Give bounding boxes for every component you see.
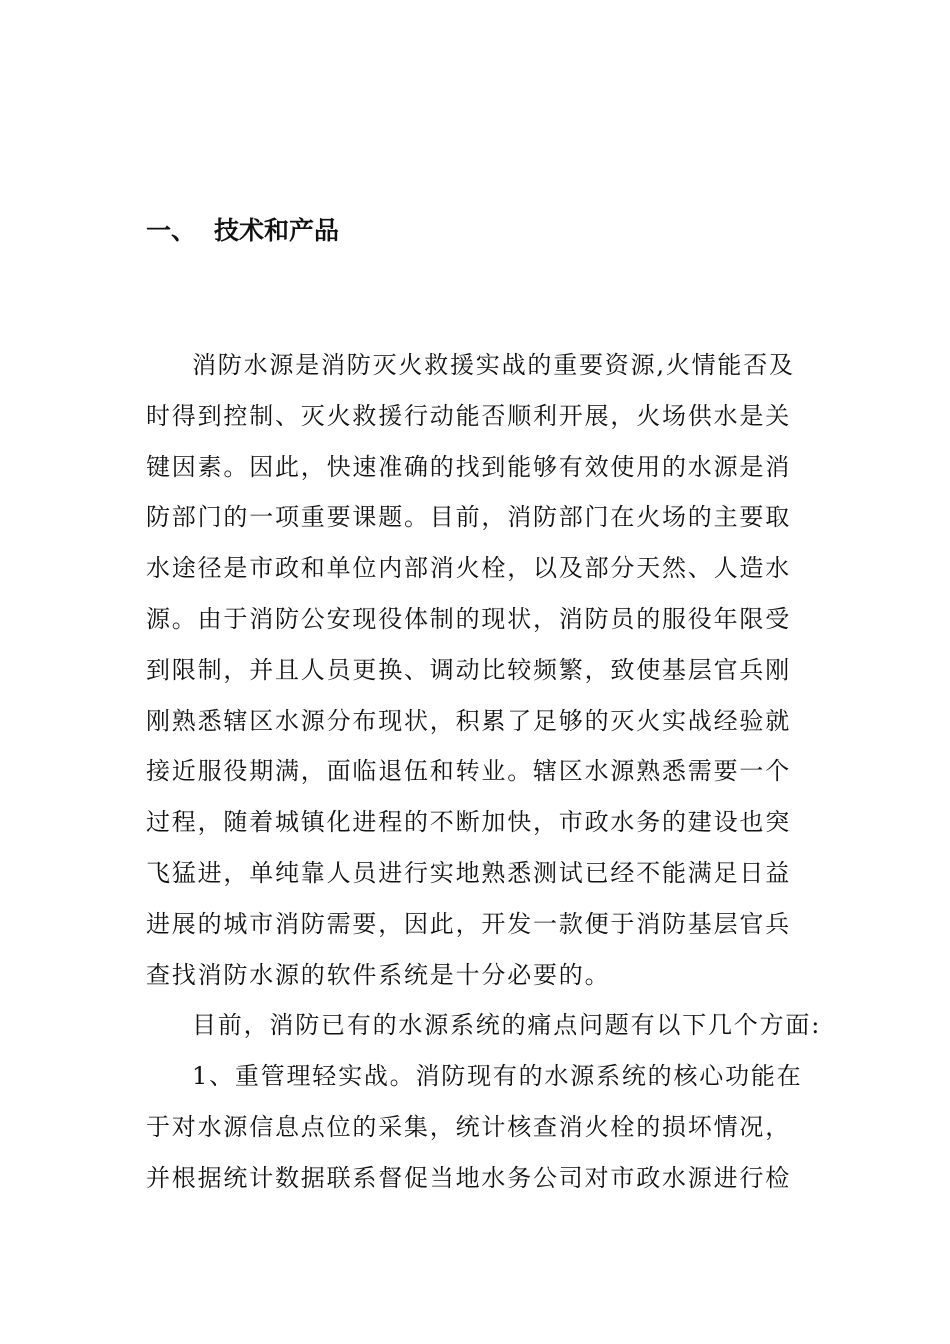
paragraph-1-line: 水途径是市政和单位内部消火栓，以及部分天然、人造水 bbox=[146, 554, 791, 583]
paragraph-3-line: 1、重管理轻实战。消防现有的水源系统的核心功能在 bbox=[192, 1062, 803, 1091]
paragraph-2-line: 目前，消防已有的水源系统的痛点问题有以下几个方面: bbox=[192, 1011, 822, 1040]
paragraph-1-line: 刚熟悉辖区水源分布现状，积累了足够的灭火实战经验就 bbox=[146, 706, 791, 735]
section-title: 技术和产品 bbox=[214, 216, 340, 245]
section-number: 一、 bbox=[146, 216, 197, 245]
paragraph-3-line: 并根据统计数据联系督促当地水务公司对市政水源进行检 bbox=[146, 1163, 791, 1192]
paragraph-1-line: 时得到控制、灭火救援行动能否顺利开展，火场供水是关 bbox=[146, 401, 791, 430]
paragraph-1-line: 源。由于消防公安现役体制的现状，消防员的服役年限受 bbox=[146, 604, 791, 633]
paragraph-1-line: 接近服役期满，面临退伍和转业。辖区水源熟悉需要一个 bbox=[146, 757, 791, 786]
paragraph-1-line: 查找消防水源的软件系统是十分必要的。 bbox=[146, 960, 611, 989]
paragraph-1-line: 过程，随着城镇化进程的不断加快，市政水务的建设也突 bbox=[146, 808, 791, 837]
section-heading bbox=[146, 214, 339, 248]
paragraph-1-line: 飞猛进，单纯靠人员进行实地熟悉测试已经不能满足日益 bbox=[146, 858, 791, 887]
paragraph-3-line: 于对水源信息点位的采集，统计核查消火栓的损坏情况， bbox=[146, 1112, 791, 1141]
paragraph-1-line: 防部门的一项重要课题。目前，消防部门在火场的主要取 bbox=[146, 503, 791, 532]
paragraph-1-line: 进展的城市消防需要，因此，开发一款便于消防基层官兵 bbox=[146, 909, 791, 938]
paragraph-1-line: 消防水源是消防灭火救援实战的重要资源,火情能否及 bbox=[192, 351, 795, 379]
paragraph-1-line: 键因素。因此，快速准确的找到能够有效使用的水源是消 bbox=[146, 452, 791, 481]
body-text bbox=[146, 340, 822, 1204]
paragraph-1-line: 到限制，并且人员更换、调动比较频繁，致使基层官兵刚 bbox=[146, 655, 791, 684]
